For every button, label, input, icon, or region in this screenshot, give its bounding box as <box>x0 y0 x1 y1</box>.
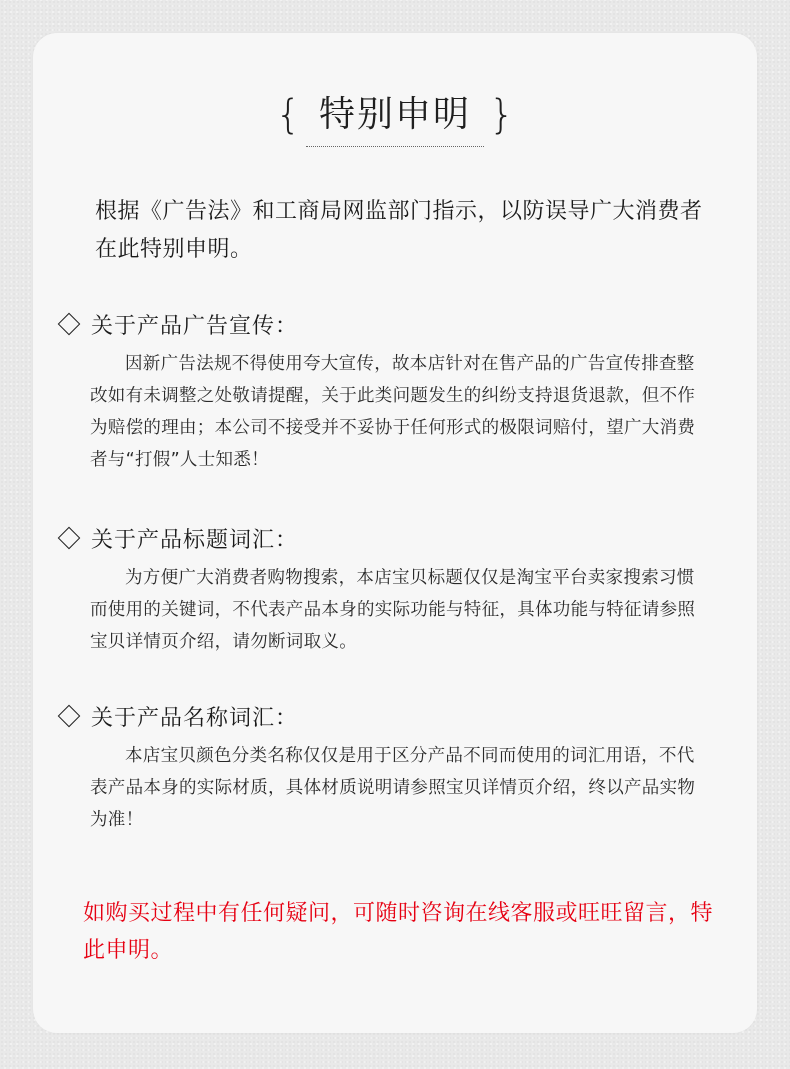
section-advertising <box>55 306 715 476</box>
section-name-words <box>55 698 715 836</box>
left-brace: { <box>275 92 301 138</box>
section-title: 关于产品名称词汇： <box>91 705 299 731</box>
section-body: 为方便广大消费者购物搜索，本店宝贝标题仅仅是淘宝平台卖家搜索习惯而使用的关键词，不代表产品本身的实际功能与特征，具体功能与特征请参照宝贝详情页介绍，请勿断词取义。 <box>90 568 696 652</box>
section-body: 本店宝贝颜色分类名称仅仅是用于区分产品不同而使用的词汇用语，不代表产品本身的实际材质，具体材质说明请参照宝贝详情页介绍，终以产品实物为准！ <box>90 746 696 830</box>
section-heading <box>55 306 715 342</box>
section-title-words <box>55 520 715 658</box>
title-text: 特别申明 <box>318 94 471 135</box>
diamond-outline-icon <box>58 705 81 728</box>
intro-paragraph: 根据《广告法》和工商局网监部门指示，以防误导广大消费者在此特别申明。 <box>95 199 703 262</box>
section-heading <box>55 520 715 556</box>
right-brace: } <box>489 92 515 138</box>
section-body: 因新广告法规不得使用夸大宣传，故本店针对在售产品的广告宣传排查整改如有未调整之处敬请提醒，关于此类问题发生的纠纷支持退货退款，但不作为赔偿的理由；本公司不接受并不妥协于任何形式的极限词赔付，望广大消费者与“打假”人士知悉！ <box>90 354 696 470</box>
diamond-outline-icon <box>58 527 81 550</box>
section-title: 关于产品标题词汇： <box>91 527 299 553</box>
notice-text: 如购买过程中有任何疑问，可随时咨询在线客服或旺旺留言，特此申明。 <box>83 901 714 963</box>
section-heading <box>55 698 715 734</box>
diamond-outline-icon <box>58 313 81 336</box>
statement-card <box>33 33 757 1033</box>
title-underline <box>306 146 484 147</box>
section-title: 关于产品广告宣传： <box>91 313 299 339</box>
